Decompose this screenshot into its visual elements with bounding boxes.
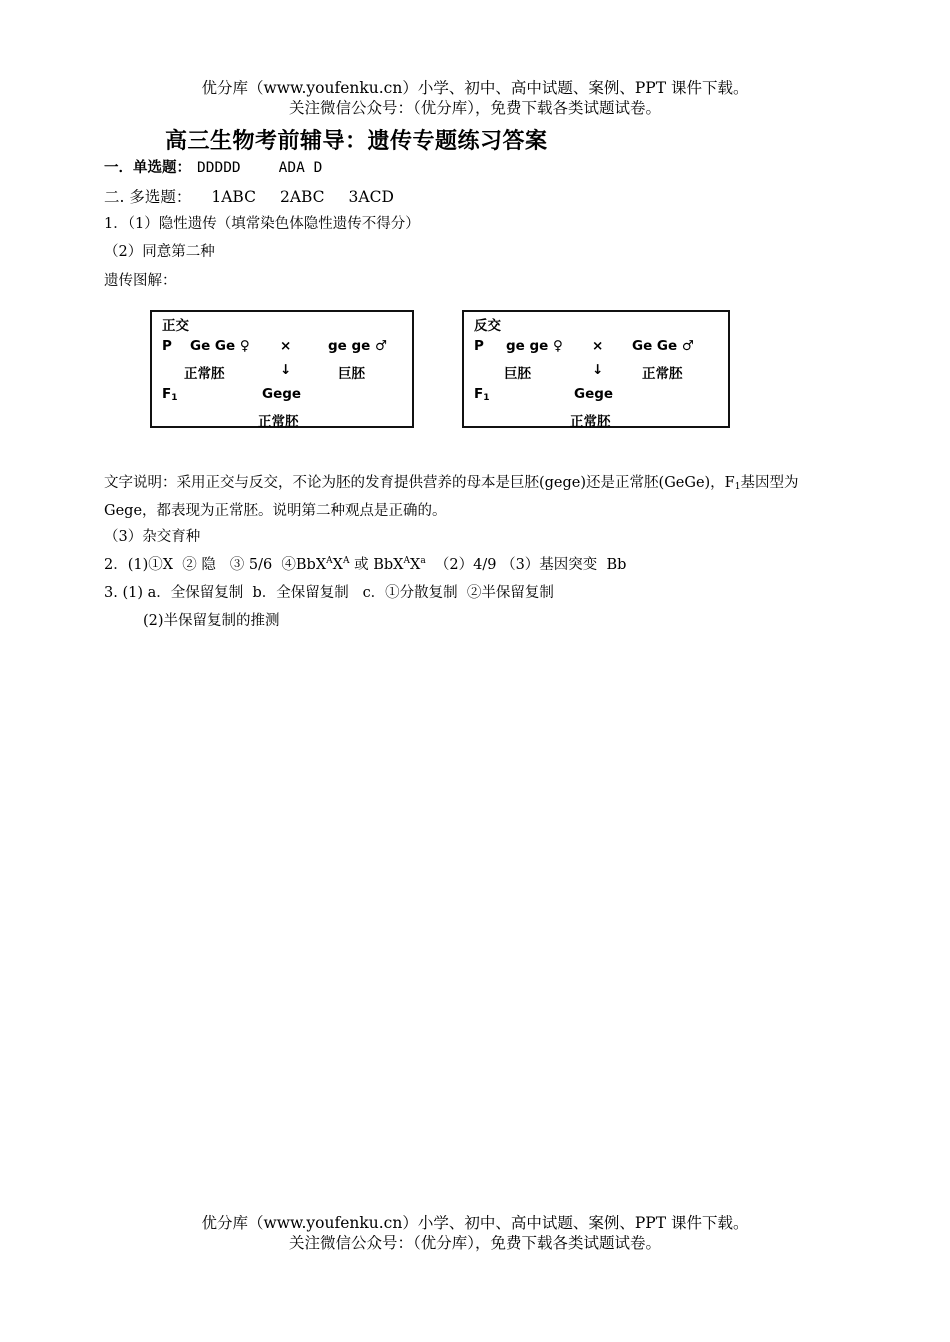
f1-phenotype: 正常胚 xyxy=(570,414,611,430)
cross-symbol: × xyxy=(592,338,604,354)
diagram-label: 遗传图解： xyxy=(104,273,177,289)
answer-3: 3ACD xyxy=(348,188,394,206)
forward-cross-diagram xyxy=(150,310,414,428)
father-phenotype: 正常胚 xyxy=(642,366,683,382)
q3-part1: 3. (1) a．全保留复制 b．全保留复制 c．①分散复制 ②半保留复制 xyxy=(104,585,554,601)
page-title: 高三生物考前辅导：遗传专题练习答案 xyxy=(165,129,548,154)
header-line-2: 关注微信公众号：（优分库），免费下载各类试题试卷。 xyxy=(288,99,661,117)
mother-phenotype: 巨胚 xyxy=(504,366,531,382)
p-label: P xyxy=(162,338,172,354)
arrow-down-icon: ↓ xyxy=(592,362,604,378)
father-phenotype: 巨胚 xyxy=(338,366,365,382)
explanation-paragraph: 文字说明：采用正交与反交，不论为胚的发育提供营养的母本是巨胚(gege)还是正常胚(GeGe)，$F_1$基因型为 Gege，都表现为正常胚。说明第二种观点是正确的。 xyxy=(104,475,799,519)
f1-label: $F_1$ xyxy=(474,386,490,403)
section-multi-choice xyxy=(104,187,394,207)
arrow-down-icon: ↓ xyxy=(280,362,292,378)
f1-genotype: Gege xyxy=(574,386,614,402)
p-label: P xyxy=(474,338,484,354)
reverse-cross-diagram xyxy=(462,310,730,428)
mother-genotype: ge ge ♀ xyxy=(506,338,563,354)
father-genotype: Ge Ge ♂ xyxy=(632,338,694,354)
q1-part3: （3）杂交育种 xyxy=(104,529,201,545)
diagram-title: 反交 xyxy=(474,318,501,334)
answers-group-2: ADA D xyxy=(278,160,323,176)
section-label: 二. 多选题： xyxy=(104,188,192,206)
q3-part2: (2)半保留复制的推测 xyxy=(143,613,280,629)
footer-line-1: 优分库（www.youfenku.cn）小学、初中、高中试题、案例、PPT 课件下载。 xyxy=(201,1214,749,1232)
q2-answer: 2．(1)①X ② 隐 ③ 5/6 $④BbX^AX^A$ 或 $BbX^AX^a$ （2）4/9 （3）基因突变 Bb xyxy=(104,556,627,573)
answers-group-1: DDDDD xyxy=(197,160,241,176)
father-genotype: ge ge ♂ xyxy=(328,338,388,354)
f1-phenotype: 正常胚 xyxy=(258,414,299,430)
section-single-choice xyxy=(104,158,322,178)
f1-genotype: Gege xyxy=(262,386,302,402)
diagram-title: 正交 xyxy=(162,318,189,334)
q1-part1: 1．（1）隐性遗传（填常染色体隐性遗传不得分） xyxy=(104,216,420,232)
answer-2: 2ABC xyxy=(279,188,325,206)
mother-phenotype: 正常胚 xyxy=(184,366,225,382)
cross-symbol: × xyxy=(280,338,292,354)
q1-part2: （2）同意第二种 xyxy=(104,244,215,260)
footer-line-2: 关注微信公众号：（优分库），免费下载各类试题试卷。 xyxy=(288,1234,661,1252)
header-line-1: 优分库（www.youfenku.cn）小学、初中、高中试题、案例、PPT 课件下载。 xyxy=(201,79,749,97)
mother-genotype: Ge Ge ♀ xyxy=(190,338,250,354)
f1-label: $F_1$ xyxy=(162,386,178,403)
section-label: 一．单选题： xyxy=(104,160,191,176)
answer-1: 1ABC xyxy=(211,188,256,206)
